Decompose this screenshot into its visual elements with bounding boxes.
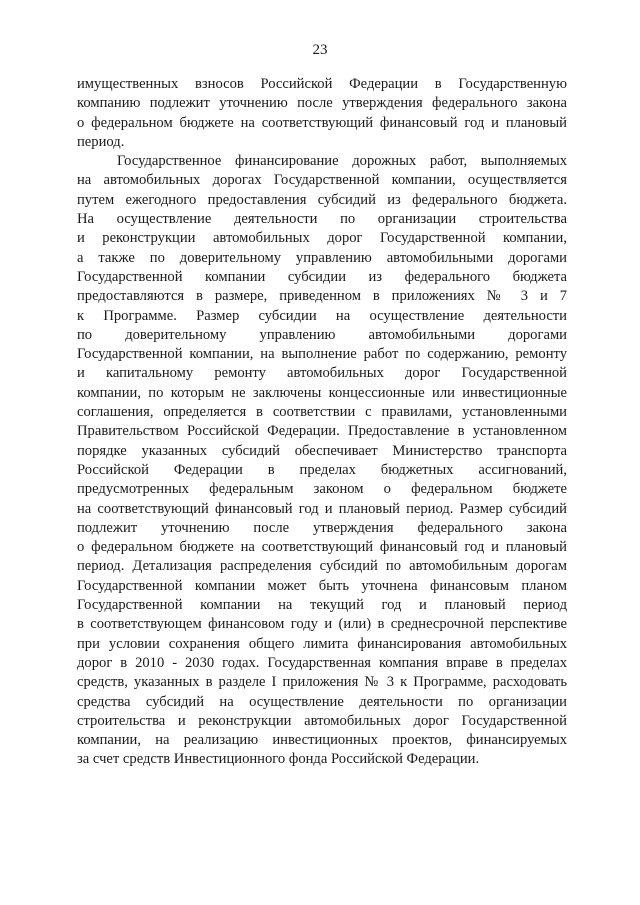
text-line: и капитальному ремонту автомобильных дорог Государственной: [77, 365, 567, 382]
text-line: компанию подлежит уточнению после утверждения федерального закона: [77, 95, 567, 112]
text-line: Правительством Российской Федерации. Предоставление в установленном: [77, 423, 567, 440]
paragraph: [77, 75, 567, 152]
text-line: предусмотренных федеральным законом о федеральном бюджете: [77, 481, 567, 498]
text-line: Российской Федерации в пределах бюджетных ассигнований,: [77, 461, 567, 478]
text-line: соглашения, определяется в соответствии с правилами, установленными: [77, 404, 567, 421]
text-line: компании, на реализацию инвестиционных проектов, финансируемых: [77, 732, 567, 749]
text-line: о федеральном бюджете на соответствующий финансовый год и плановый: [77, 114, 567, 131]
text-line: дорог в 2010 - 2030 годах. Государственная компания вправе в пределах: [77, 654, 567, 671]
text-line: период. Детализация распределения субсидий по автомобильным дорогам: [77, 558, 567, 575]
text-line: на соответствующий финансовый год и плановый период. Размер субсидий: [77, 500, 567, 517]
text-line: путем ежегодного предоставления субсидий из федерального бюджета.: [77, 191, 567, 208]
text-line: Государственной компании на текущий год и плановый период: [77, 597, 567, 614]
text-line: о федеральном бюджете на соответствующий финансовый год и плановый: [77, 539, 567, 556]
text-line: а также по доверительному управлению автомобильными дорогами: [77, 249, 567, 266]
page-number: 23: [312, 42, 328, 58]
text-line: при условии сохранения общего лимита финансирования автомобильных: [77, 635, 567, 652]
text-line: Государственной компании субсидии из федерального бюджета: [77, 268, 567, 285]
text-line: подлежит уточнению после утверждения федерального закона: [77, 519, 567, 536]
document-body: [77, 75, 567, 770]
text-line: в соответствующем финансовом году и (или) в среднесрочной перспективе: [77, 616, 567, 633]
text-line: Государственной компании, на выполнение работ по содержанию, ремонту: [77, 346, 567, 363]
text-line: по доверительному управлению автомобильными дорогами: [77, 326, 567, 343]
text-line: предоставляются в размере, приведенном в приложениях № 3 и 7: [77, 288, 567, 305]
text-line: на автомобильных дорогах Государственной компании, осуществляется: [77, 172, 567, 189]
text-line: На осуществление деятельности по организации строительства: [77, 211, 567, 228]
text-line: порядке указанных субсидий обеспечивает Министерство транспорта: [77, 442, 567, 459]
text-line: средства субсидий на осуществление деятельности по организации: [77, 693, 567, 710]
paragraph: [77, 152, 567, 770]
text-line: и реконструкции автомобильных дорог Государственной компании,: [77, 230, 567, 247]
text-line: к Программе. Размер субсидии на осуществление деятельности: [77, 307, 567, 324]
text-line: имущественных взносов Российской Федерации в Государственную: [77, 76, 567, 92]
text-line: Государственной компании может быть уточнена финансовым планом: [77, 577, 567, 594]
text-line: строительства и реконструкции автомобильных дорог Государственной: [77, 712, 567, 729]
text-line: средств, указанных в разделе I приложения № 3 к Программе, расходовать: [77, 674, 567, 691]
text-line: за счет средств Инвестиционного фонда Российской Федерации.: [77, 751, 480, 768]
text-line: компании, по которым не заключены концессионные или инвестиционные: [77, 384, 567, 401]
text-line: Государственное финансирование дорожных работ, выполняемых: [117, 153, 567, 170]
text-line: период.: [77, 133, 125, 150]
